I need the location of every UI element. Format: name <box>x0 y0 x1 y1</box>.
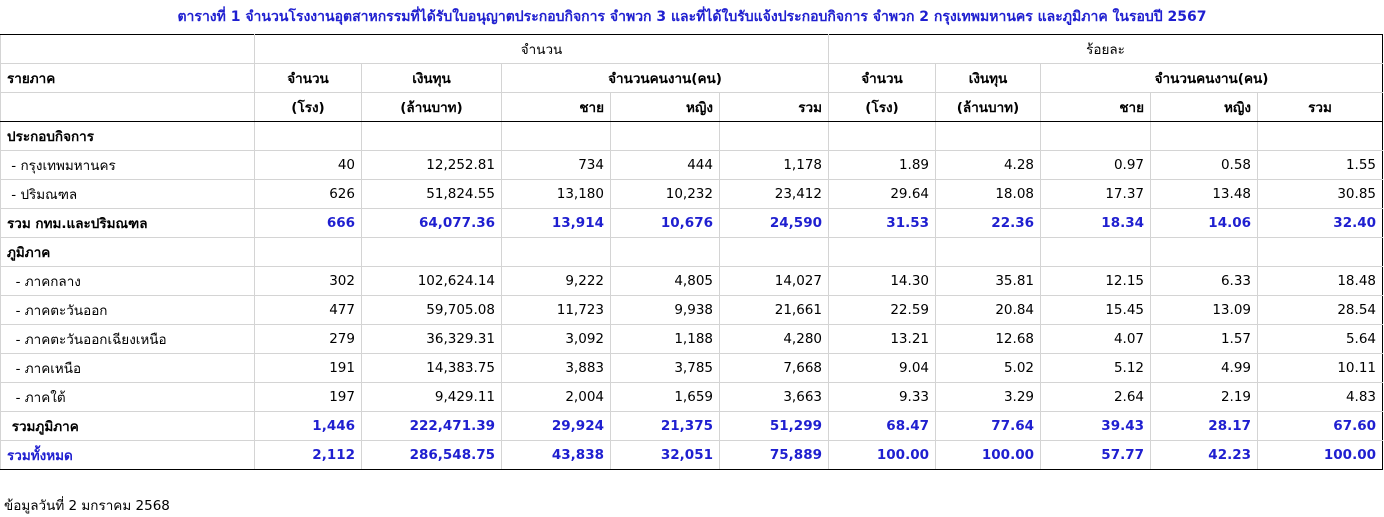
header-factories-unit: (โรง) <box>255 93 362 122</box>
header-capital-unit: (ล้านบาท) <box>362 93 502 122</box>
table-cell: 12.68 <box>936 325 1041 354</box>
table-row <box>1 325 1383 354</box>
table-cell: 734 <box>502 151 611 180</box>
table-cell: 13.48 <box>1151 180 1258 209</box>
table-cell: 11,723 <box>502 296 611 325</box>
row-label: รวม กทม.และปริมณฑล <box>1 209 255 238</box>
table-cell: 3,092 <box>502 325 611 354</box>
table-cell: 477 <box>255 296 362 325</box>
table-cell: 12.15 <box>1041 267 1151 296</box>
table-cell: 24,590 <box>720 209 829 238</box>
table-cell: 14.06 <box>1151 209 1258 238</box>
table-cell: 1,178 <box>720 151 829 180</box>
table-cell: 100.00 <box>829 441 936 470</box>
table-cell: 10,232 <box>611 180 720 209</box>
table-cell: 18.34 <box>1041 209 1151 238</box>
table-cell: 2.64 <box>1041 383 1151 412</box>
section-label: ภูมิภาค <box>1 238 255 267</box>
table-row <box>1 209 1383 238</box>
table-cell: 4,280 <box>720 325 829 354</box>
table-cell: 30.85 <box>1258 180 1383 209</box>
table-cell: 18.48 <box>1258 267 1383 296</box>
table-cell: 1.55 <box>1258 151 1383 180</box>
table-cell: 22.59 <box>829 296 936 325</box>
header-female: หญิง <box>611 93 720 122</box>
table-row <box>1 180 1383 209</box>
header-group-count: จำนวน <box>255 35 829 64</box>
table-cell: 2,004 <box>502 383 611 412</box>
table-cell: 7,668 <box>720 354 829 383</box>
header-region: รายภาค <box>1 64 255 93</box>
header-factories: จำนวน <box>255 64 362 93</box>
table-cell: 9,429.11 <box>362 383 502 412</box>
table-cell: 4.99 <box>1151 354 1258 383</box>
table-cell: 6.33 <box>1151 267 1258 296</box>
table-cell: 13.21 <box>829 325 936 354</box>
table-cell: 3.29 <box>936 383 1041 412</box>
table-cell: 18.08 <box>936 180 1041 209</box>
table-cell: 1,659 <box>611 383 720 412</box>
header-capital-unit-pct: (ล้านบาท) <box>936 93 1041 122</box>
table-cell: 32.40 <box>1258 209 1383 238</box>
row-label: - ปริมณฑล <box>1 180 255 209</box>
table-cell: 4.83 <box>1258 383 1383 412</box>
table-cell: 9,938 <box>611 296 720 325</box>
table-cell: 5.64 <box>1258 325 1383 354</box>
table-cell: 21,375 <box>611 412 720 441</box>
table-cell: 1.89 <box>829 151 936 180</box>
table-cell: 100.00 <box>1258 441 1383 470</box>
table-cell: 57.77 <box>1041 441 1151 470</box>
table-cell: 67.60 <box>1258 412 1383 441</box>
table-cell: 626 <box>255 180 362 209</box>
table-cell: 28.17 <box>1151 412 1258 441</box>
header-female-pct: หญิง <box>1151 93 1258 122</box>
table-cell: 666 <box>255 209 362 238</box>
header-group-percent: ร้อยละ <box>829 35 1383 64</box>
row-label: - กรุงเทพมหานคร <box>1 151 255 180</box>
table-cell: 3,785 <box>611 354 720 383</box>
table-row <box>1 441 1383 470</box>
footnote: ข้อมูลวันที่ 2 มกราคม 2568 <box>4 498 170 514</box>
table-row <box>1 412 1383 441</box>
table-cell: 9.04 <box>829 354 936 383</box>
table-cell: 23,412 <box>720 180 829 209</box>
table-cell: 286,548.75 <box>362 441 502 470</box>
table-cell: 42.23 <box>1151 441 1258 470</box>
table-cell: 444 <box>611 151 720 180</box>
table-cell: 2,112 <box>255 441 362 470</box>
table-cell: 2.19 <box>1151 383 1258 412</box>
header-total: รวม <box>720 93 829 122</box>
table-cell: 21,661 <box>720 296 829 325</box>
table-cell: 9.33 <box>829 383 936 412</box>
table-title: ตารางที่ 1 จำนวนโรงงานอุตสาหกรรมที่ได้รับใบอนุญาตประกอบกิจการ จำพวก 3 และที่ได้ใบรับแจ้งประกอบกิจการ จำพวก 2 กรุงเทพมหานคร และภูมิภาค ในรอบปี 2567 <box>177 9 1207 25</box>
table-cell: 4.07 <box>1041 325 1151 354</box>
table-cell: 36,329.31 <box>362 325 502 354</box>
table-cell: 40 <box>255 151 362 180</box>
table-cell: 10.11 <box>1258 354 1383 383</box>
table-cell: 32,051 <box>611 441 720 470</box>
table-cell: 51,299 <box>720 412 829 441</box>
table-cell: 59,705.08 <box>362 296 502 325</box>
table-cell: 191 <box>255 354 362 383</box>
header-factories-pct: จำนวน <box>829 64 936 93</box>
row-label: - ภาคกลาง <box>1 267 255 296</box>
row-label: - ภาคเหนือ <box>1 354 255 383</box>
table-cell: 29,924 <box>502 412 611 441</box>
table-cell: 13,914 <box>502 209 611 238</box>
data-table <box>0 34 1383 470</box>
row-label: รวมทั้งหมด <box>1 441 255 470</box>
header-male-pct: ชาย <box>1041 93 1151 122</box>
table-cell: 20.84 <box>936 296 1041 325</box>
row-label: - ภาคใต้ <box>1 383 255 412</box>
table-cell: 14,383.75 <box>362 354 502 383</box>
table-cell: 51,824.55 <box>362 180 502 209</box>
table-cell: 14,027 <box>720 267 829 296</box>
section-label: ประกอบกิจการ <box>1 122 255 151</box>
table-cell: 39.43 <box>1041 412 1151 441</box>
table-cell: 197 <box>255 383 362 412</box>
table-row <box>1 267 1383 296</box>
table-cell: 3,883 <box>502 354 611 383</box>
header-capital: เงินทุน <box>362 64 502 93</box>
table-cell: 3,663 <box>720 383 829 412</box>
table-cell: 29.64 <box>829 180 936 209</box>
header-row-1 <box>1 35 1383 64</box>
table-cell: 10,676 <box>611 209 720 238</box>
table-cell: 14.30 <box>829 267 936 296</box>
table-cell: 15.45 <box>1041 296 1151 325</box>
table-cell: 13.09 <box>1151 296 1258 325</box>
header-row-3 <box>1 93 1383 122</box>
table-row <box>1 296 1383 325</box>
header-total-pct: รวม <box>1258 93 1383 122</box>
table-cell: 302 <box>255 267 362 296</box>
table-cell: 68.47 <box>829 412 936 441</box>
table-cell: 5.12 <box>1041 354 1151 383</box>
table-cell: 0.97 <box>1041 151 1151 180</box>
table-cell: 0.58 <box>1151 151 1258 180</box>
table-cell: 1,446 <box>255 412 362 441</box>
table-cell: 75,889 <box>720 441 829 470</box>
table-cell: 102,624.14 <box>362 267 502 296</box>
table-cell: 13,180 <box>502 180 611 209</box>
table-cell: 4.28 <box>936 151 1041 180</box>
table-cell: 22.36 <box>936 209 1041 238</box>
table-cell: 1.57 <box>1151 325 1258 354</box>
table-cell: 35.81 <box>936 267 1041 296</box>
table-cell: 31.53 <box>829 209 936 238</box>
header-male: ชาย <box>502 93 611 122</box>
table-cell: 222,471.39 <box>362 412 502 441</box>
table-cell: 1,188 <box>611 325 720 354</box>
table-cell: 17.37 <box>1041 180 1151 209</box>
table-row <box>1 354 1383 383</box>
header-factories-unit-pct: (โรง) <box>829 93 936 122</box>
table-cell: 5.02 <box>936 354 1041 383</box>
table-cell: 9,222 <box>502 267 611 296</box>
row-label: รวมภูมิภาค <box>1 412 255 441</box>
table-cell: 100.00 <box>936 441 1041 470</box>
table-cell: 28.54 <box>1258 296 1383 325</box>
header-workers-pct: จำนวนคนงาน(คน) <box>1041 64 1383 93</box>
table-cell: 77.64 <box>936 412 1041 441</box>
table-cell: 279 <box>255 325 362 354</box>
table-cell: 4,805 <box>611 267 720 296</box>
table-cell: 64,077.36 <box>362 209 502 238</box>
section-row-business <box>1 122 1383 151</box>
header-workers: จำนวนคนงาน(คน) <box>502 64 829 93</box>
table-row <box>1 151 1383 180</box>
header-capital-pct: เงินทุน <box>936 64 1041 93</box>
section-row-regions <box>1 238 1383 267</box>
table-cell: 12,252.81 <box>362 151 502 180</box>
header-row-2 <box>1 64 1383 93</box>
table-cell: 43,838 <box>502 441 611 470</box>
row-label: - ภาคตะวันออกเฉียงเหนือ <box>1 325 255 354</box>
table-row <box>1 383 1383 412</box>
row-label: - ภาคตะวันออก <box>1 296 255 325</box>
